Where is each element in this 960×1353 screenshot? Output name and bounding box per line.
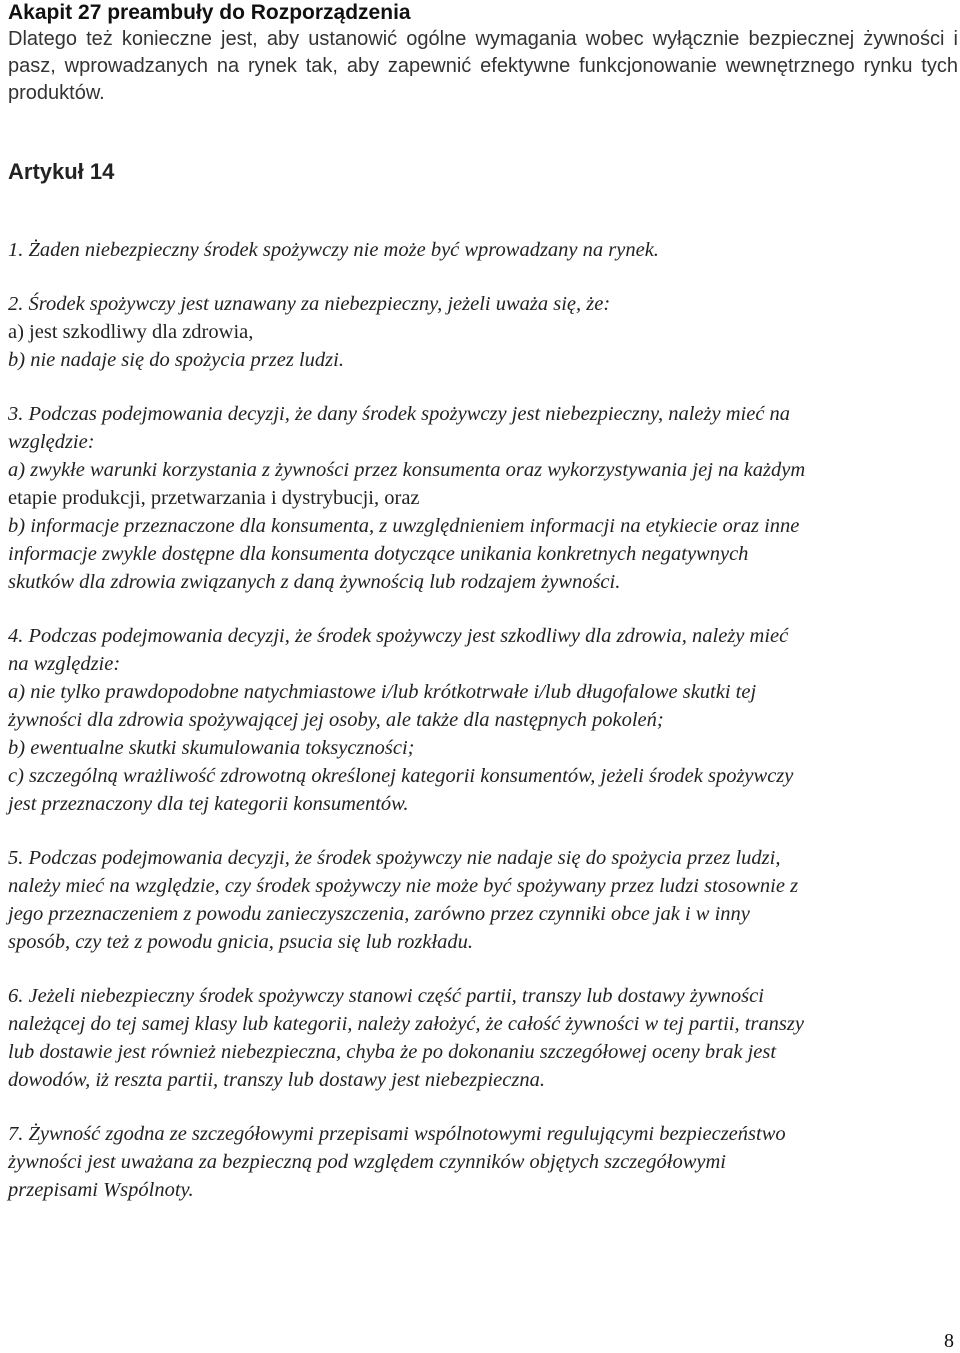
- paragraph-line: 3. Podczas podejmowania decyzji, że dany środek spożywczy jest niebezpieczny, należy mieć na: [8, 403, 791, 425]
- paragraph-line: a) jest szkodliwy dla zdrowia,: [8, 321, 254, 343]
- article-paragraph-7: [8, 1120, 958, 1204]
- article-paragraph-2: [8, 290, 958, 374]
- article-paragraph-3: [8, 400, 958, 596]
- paragraph-line: przepisami Wspólnoty.: [8, 1179, 194, 1201]
- paragraph-line: żywności jest uważana za bezpieczną pod względem czynników objętych szczegółowymi: [8, 1151, 726, 1173]
- paragraph-line: 1. Żaden niebezpieczny środek spożywczy nie może być wprowadzany na rynek.: [8, 239, 659, 261]
- paragraph-line: jest przeznaczony dla tej kategorii konsumentów.: [8, 793, 409, 815]
- article-paragraph-6: [8, 982, 958, 1094]
- paragraph-line: informacje zwykle dostępne dla konsumenta dotyczące unikania konkretnych negatywnych: [8, 543, 749, 565]
- paragraph-line: należy mieć na względzie, czy środek spożywczy nie może być spożywany przez ludzi stosownie z: [8, 875, 799, 897]
- paragraph-line: żywności dla zdrowia spożywającej jej osoby, ale także dla następnych pokoleń;: [8, 709, 664, 731]
- article-title: Artykuł 14: [8, 159, 115, 184]
- paragraph-line: lub dostawie jest również niebezpieczna, chyba że po dokonaniu szczegółowej oceny brak jest: [8, 1041, 777, 1063]
- paragraph-line: 7. Żywność zgodna ze szczegółowymi przepisami wspólnotowymi regulującymi bezpieczeństwo: [8, 1123, 786, 1145]
- preamble-section: [8, 0, 958, 107]
- paragraph-line: 2. Środek spożywczy jest uznawany za niebezpieczny, jeżeli uważa się, że:: [8, 293, 611, 315]
- paragraph-line: sposób, czy też z powodu gnicia, psucia się lub rozkładu.: [8, 931, 474, 953]
- paragraph-line: b) ewentualne skutki skumulowania toksyczności;: [8, 737, 415, 759]
- article-paragraph-4: [8, 622, 958, 818]
- paragraph-line: względzie:: [8, 431, 95, 453]
- article-paragraphs: [8, 236, 958, 1230]
- paragraph-line: skutków dla zdrowia związanych z daną żywnością lub rodzajem żywności.: [8, 571, 621, 593]
- paragraph-line: b) informacje przeznaczone dla konsumenta, z uwzględnieniem informacji na etykiecie oraz inne: [8, 515, 800, 537]
- paragraph-line: jego przeznaczeniem z powodu zanieczyszczenia, zarówno przez czynniki obce jak i w inny: [8, 903, 750, 925]
- paragraph-line: należącej do tej samej klasy lub kategorii, należy założyć, że całość żywności w tej partii, transzy: [8, 1013, 804, 1035]
- paragraph-line: 4. Podczas podejmowania decyzji, że środek spożywczy jest szkodliwy dla zdrowia, należy mieć: [8, 625, 789, 647]
- paragraph-line: 6. Jeżeli niebezpieczny środek spożywczy stanowi część partii, transzy lub dostawy żywności: [8, 985, 764, 1007]
- paragraph-line: a) zwykłe warunki korzystania z żywności przez konsumenta oraz wykorzystywania jej na każdym: [8, 459, 806, 481]
- paragraph-line: etapie produkcji, przetwarzania i dystrybucji, oraz: [8, 487, 420, 509]
- article-paragraph-5: [8, 844, 958, 956]
- article-paragraph-1: [8, 236, 958, 264]
- preamble-text: Dlatego też konieczne jest, aby ustanowić ogólne wymagania wobec wyłącznie bezpiecznej żywności i pasz, wprowadzanych na rynek tak, aby zapewnić efektywne funkcjonowanie wewnętrznego rynku tych produktów.: [8, 28, 958, 104]
- page-number: 8: [944, 1330, 954, 1352]
- preamble-title: Akapit 27 preambuły do Rozporządzenia: [8, 1, 411, 24]
- paragraph-line: b) nie nadaje się do spożycia przez ludzi.: [8, 349, 344, 371]
- paragraph-line: 5. Podczas podejmowania decyzji, że środek spożywczy nie nadaje się do spożycia przez ludzi,: [8, 847, 781, 869]
- paragraph-line: dowodów, iż reszta partii, transzy lub dostawy jest niebezpieczna.: [8, 1069, 545, 1091]
- paragraph-line: a) nie tylko prawdopodobne natychmiastowe i/lub krótkotrwałe i/lub długofalowe skutki tej: [8, 681, 757, 703]
- paragraph-line: c) szczególną wrażliwość zdrowotną określonej kategorii konsumentów, jeżeli środek spożywczy: [8, 765, 794, 787]
- paragraph-line: na względzie:: [8, 653, 121, 675]
